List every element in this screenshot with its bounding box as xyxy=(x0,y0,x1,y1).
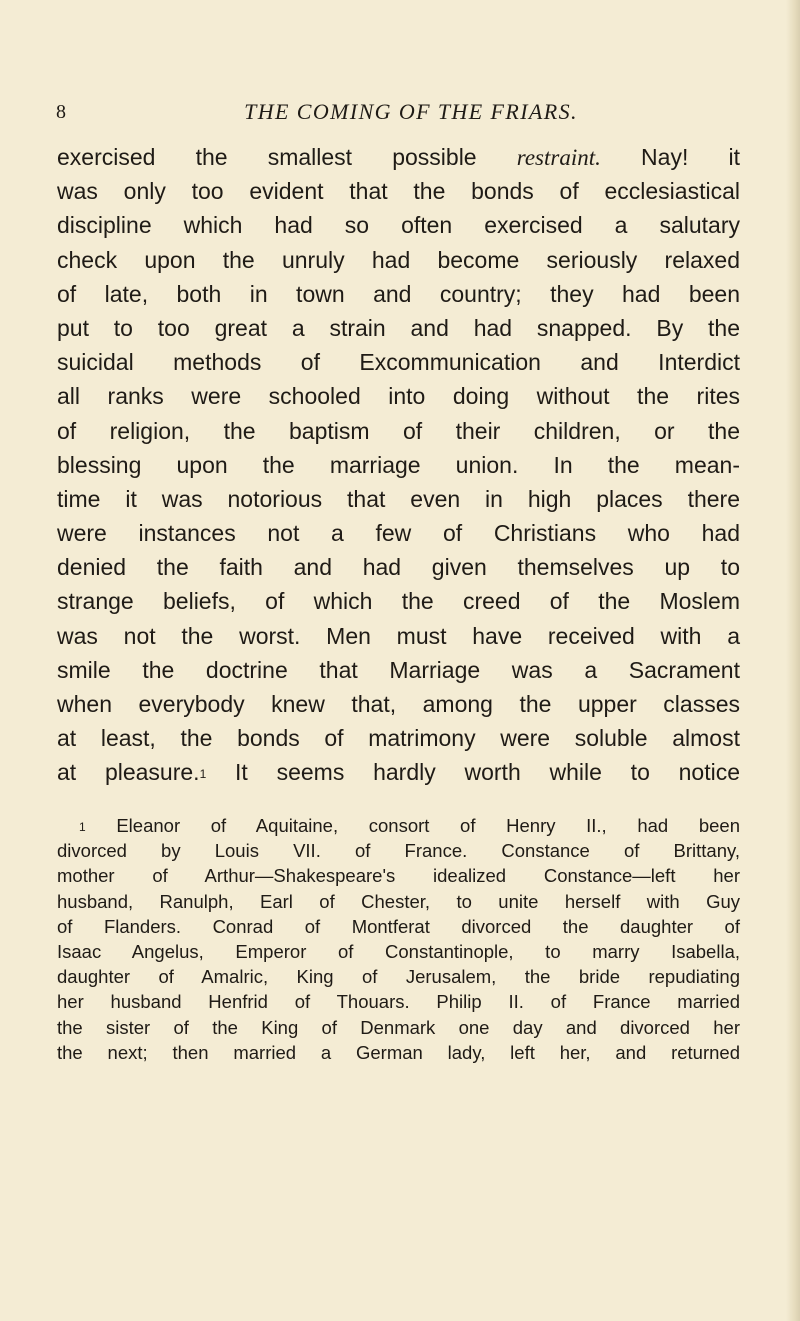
text-line: of late, both in town and country; they had been xyxy=(57,280,740,307)
footnote xyxy=(57,813,740,1065)
footnote-line: Isaac Angelus, Emperor of Constantinople, to marry Isabella, xyxy=(57,940,740,962)
text-line: smile the doctrine that Marriage was a Sacrament xyxy=(57,656,740,683)
text-line: all ranks were schooled into doing without the rites xyxy=(57,383,740,410)
text-line: was not the worst. Men must have received with a xyxy=(57,622,740,649)
text-line: when everybody knew that, among the upper classes xyxy=(57,691,740,717)
text-line: at least, the bonds of matrimony were soluble almost xyxy=(57,725,740,752)
main-paragraph xyxy=(57,140,740,790)
text-line: discipline which had so often exercised a salutary xyxy=(57,212,740,239)
footnote-marker: 1 xyxy=(79,820,86,834)
footnote-line: her husband Henfrid of Thouars. Philip II. of France married xyxy=(57,991,740,1013)
text-line: exercised the smallest possible restraint. Nay! it xyxy=(57,144,740,170)
text-line: of religion, the baptism of their children, or the xyxy=(57,417,740,444)
text-line: time it was notorious that even in high places there xyxy=(57,485,740,512)
text-line: suicidal methods of Excommunication and Interdict xyxy=(57,349,740,376)
text-line: check upon the unruly had become seriously relaxed xyxy=(57,246,740,273)
footnote-line: the sister of the King of Denmark one day and divorced her xyxy=(57,1016,740,1038)
text-line: blessing upon the marriage union. In the mean- xyxy=(57,451,740,478)
footnote-line: $^1$ Eleanor of Aquitaine, consort of Henry II., had been xyxy=(79,815,741,836)
footnote-line: of Flanders. Conrad of Montferat divorced the daughter of xyxy=(57,915,740,937)
footnote-line: mother of Arthur—Shakespeare's idealized Constance—left her xyxy=(57,865,740,887)
text-line: denied the faith and had given themselves up to xyxy=(57,554,740,581)
page-number: 8 xyxy=(56,101,66,123)
running-header xyxy=(56,96,756,128)
running-title: THE COMING OF THE FRIARS. xyxy=(244,99,578,124)
footnote-line: husband, Ranulph, Earl of Chester, to unite herself with Guy xyxy=(57,890,740,912)
footnote-reference: 1 xyxy=(199,767,207,782)
footnote-line: divorced by Louis VII. of France. Constance of Brittany, xyxy=(57,840,740,862)
text-line: put to too great a strain and had snapped. By the xyxy=(57,314,740,341)
footnote-line: the next; then married a German lady, left her, and returned xyxy=(57,1041,740,1063)
text-line: was only too evident that the bonds of ecclesiastical xyxy=(57,178,740,205)
text-line: were instances not a few of Christians who had xyxy=(57,520,740,547)
text-line: at pleasure.$^1$ It seems hardly worth while to notice xyxy=(57,759,740,786)
footnote-line: daughter of Amalric, King of Jerusalem, the bride repudiating xyxy=(57,966,740,988)
emphasized-word: restraint. xyxy=(516,145,601,170)
text-line: strange beliefs, of which the creed of the Moslem xyxy=(57,588,740,615)
page-edge-shadow xyxy=(786,0,800,1321)
